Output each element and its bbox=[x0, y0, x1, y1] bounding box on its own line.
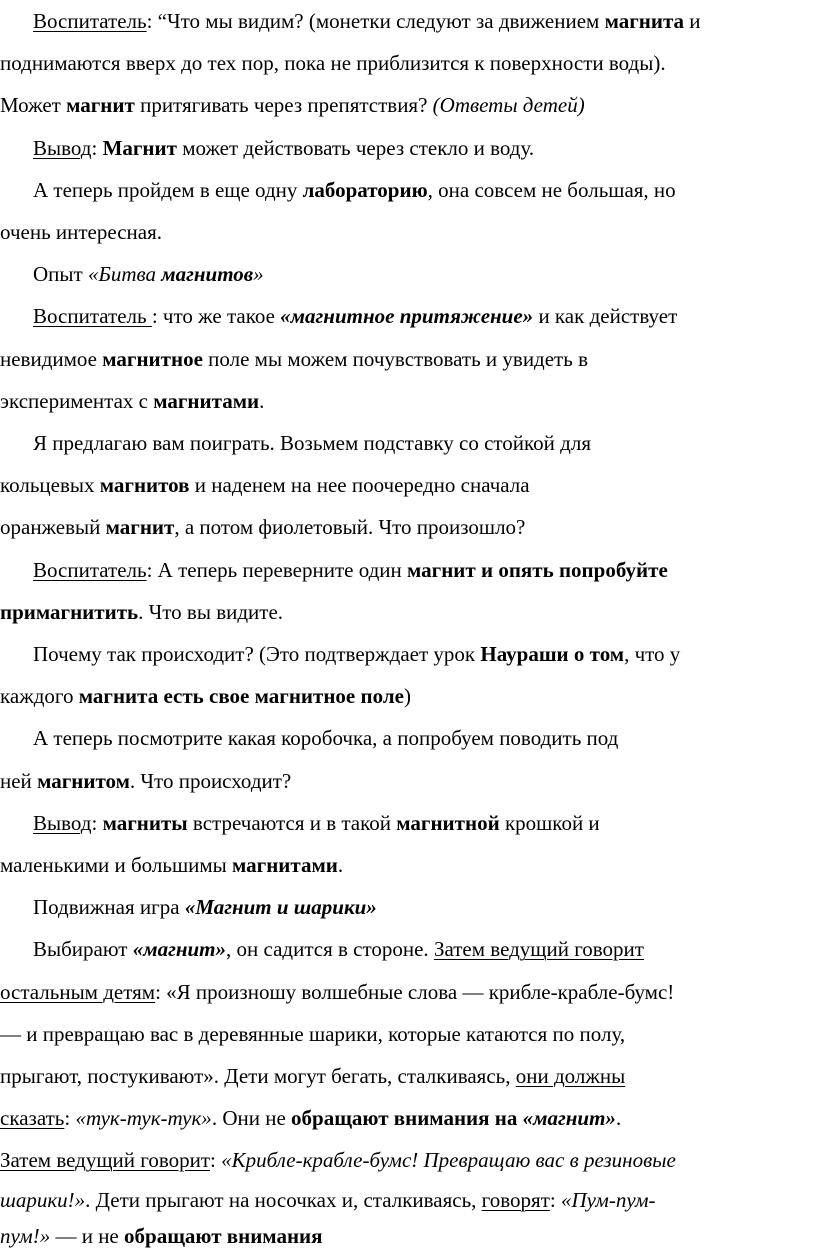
paragraph-10 bbox=[0, 802, 816, 886]
p1-line-2: поднимаются вверх до тех пор, пока не приблизится к поверхности воды). bbox=[0, 51, 666, 76]
p7-line-1: Воспитатель: А теперь переверните один магнит и опять попробуйте bbox=[33, 557, 668, 582]
p6-line-2: кольцевых магнитов и наденем на нее поочередно сначала bbox=[0, 473, 530, 498]
p12-line-2: остальным детям: «Я произношу волшебные слова — крибле-крабле-бумс! bbox=[0, 979, 675, 1004]
p2-line-1: Вывод: Магнит может действовать через стекло и воду. bbox=[33, 135, 535, 160]
p6-line-1: Я предлагаю вам поиграть. Возьмем подставку со стойкой для bbox=[33, 431, 591, 456]
p8-line-1: Почему так происходит? (Это подтверждает урок Наураши о том, что у bbox=[33, 642, 681, 667]
paragraph-7 bbox=[0, 549, 816, 633]
p13-line-3: пум!» — и не обращают внимания bbox=[0, 1223, 323, 1248]
p9-line-1: А теперь посмотрите какая коробочка, а попробуем поводить под bbox=[33, 726, 619, 751]
conclusion-label: Вывод bbox=[33, 135, 92, 160]
paragraph-13 bbox=[0, 1139, 816, 1253]
p12-line-5: сказать: «тук-тук-тук». Они не обращают внимания на «магнит». bbox=[0, 1106, 622, 1131]
speaker-label: Воспитатель bbox=[33, 9, 147, 33]
p12-line-4: прыгают, постукивают». Дети могут бегать, сталкиваясь, они должны bbox=[0, 1064, 626, 1089]
p12-line-3: — и превращаю вас в деревянные шарики, которые катаются по полу, bbox=[0, 1021, 626, 1046]
paragraph-2 bbox=[0, 127, 816, 169]
p3-line-2: очень интересная. bbox=[0, 220, 163, 245]
p9-line-2: ней магнитом. Что происходит? bbox=[0, 768, 292, 793]
p7-line-2: примагнитить. Что вы видите. bbox=[0, 599, 284, 624]
paragraph-11 bbox=[0, 886, 816, 928]
p11-line-1: Подвижная игра «Магнит и шарики» bbox=[33, 895, 377, 920]
paragraph-5 bbox=[0, 295, 816, 422]
paragraph-1 bbox=[0, 0, 816, 127]
paragraph-8 bbox=[0, 633, 816, 717]
p13-line-1: Затем ведущий говорит: «Крибле-крабле-бумс! Превращаю вас в резиновые bbox=[0, 1148, 676, 1173]
p12-line-1: Выбирают «магнит», он садится в стороне. Затем ведущий говорит bbox=[33, 937, 644, 962]
p5-line-2: невидимое магнитное поле мы можем почувствовать и увидеть в bbox=[0, 346, 588, 371]
p10-line-2: маленькими и большимы магнитами. bbox=[0, 853, 344, 878]
paragraph-12 bbox=[0, 928, 816, 1139]
p6-line-3: оранжевый магнит, а потом фиолетовый. Что произошло? bbox=[0, 515, 526, 540]
p8-line-2: каждого магнита есть свое магнитное поле) bbox=[0, 684, 411, 709]
p1-line-1: Воспитатель: “Что мы видим? (монетки следуют за движением магнита и bbox=[33, 9, 701, 33]
paragraph-4 bbox=[0, 253, 816, 295]
p1-line-3: Может магнит притягивать через препятствия? (Ответы детей) bbox=[0, 93, 585, 118]
p5-line-3: экспериментах с магнитами. bbox=[0, 388, 265, 413]
p5-line-1: Воспитатель : что же такое «магнитное притяжение» и как действует bbox=[33, 304, 678, 329]
p13-line-2: шарики!». Дети прыгают на носочках и, сталкиваясь, говорят: «Пум-пум- bbox=[0, 1187, 656, 1212]
p10-line-1: Вывод: магниты встречаются и в такой магнитной крошкой и bbox=[33, 810, 600, 835]
paragraph-9 bbox=[0, 717, 816, 801]
paragraph-3 bbox=[0, 169, 816, 253]
p4-line-1: Опыт «Битва магнитов» bbox=[33, 262, 264, 287]
speaker-label: Воспитатель bbox=[33, 304, 152, 329]
p3-line-1: А теперь пройдем в еще одну лабораторию, она совсем не большая, но bbox=[33, 177, 676, 202]
paragraph-6 bbox=[0, 422, 816, 549]
conclusion-label: Вывод bbox=[33, 810, 92, 835]
speaker-label: Воспитатель bbox=[33, 557, 147, 582]
